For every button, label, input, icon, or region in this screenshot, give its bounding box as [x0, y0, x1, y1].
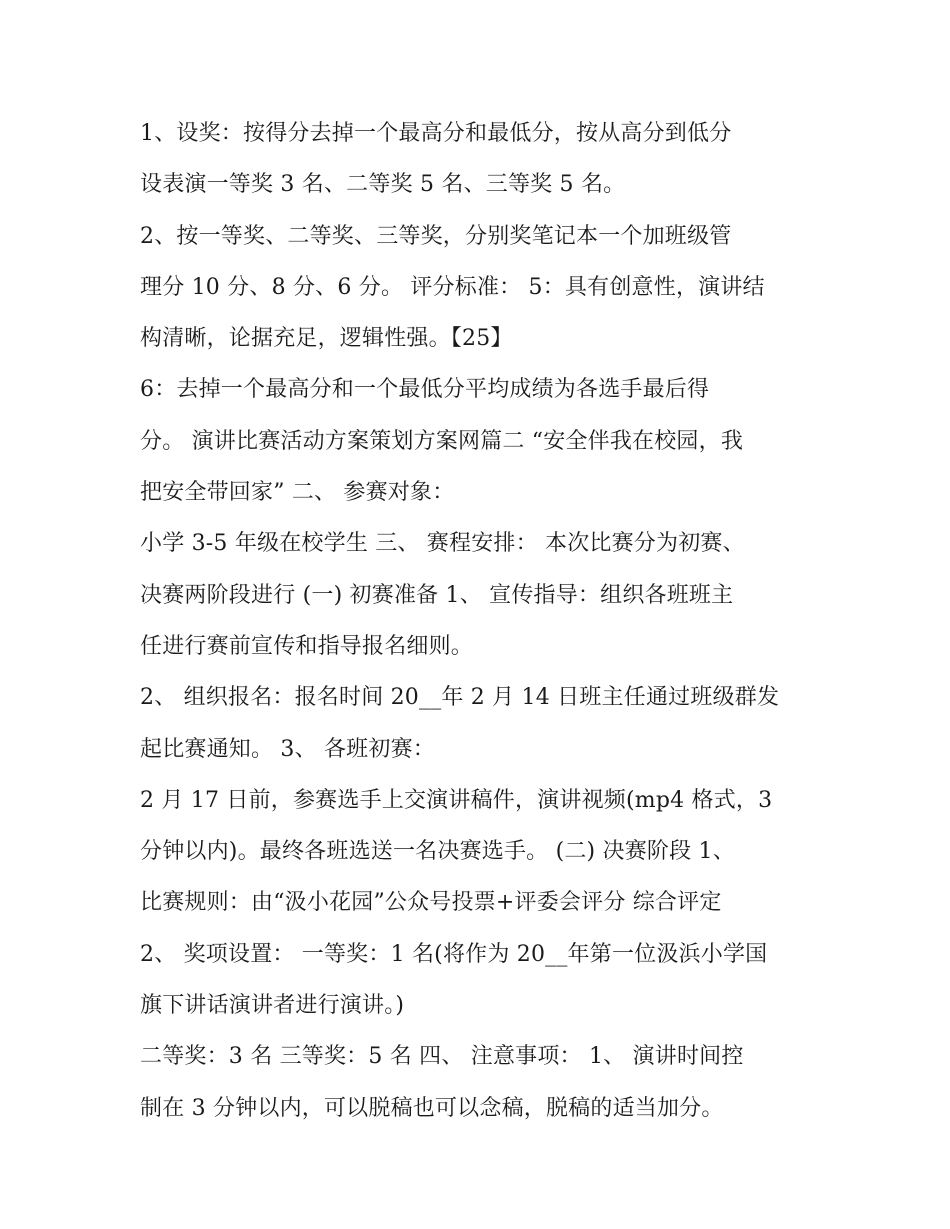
text-line-10: 决赛两阶段进行 (一) 初赛准备 1、 宣传指导：组织各班班主 [140, 582, 734, 608]
text-line-15: 分钟以内)。最终各班选送一名决赛选手。 (二) 决赛阶段 1、 [140, 839, 735, 865]
text-line-4: 理分 10 分、8 分、6 分。 评分标准： 5：具有创意性，演讲结 [140, 274, 765, 300]
text-line-20: 制在 3 分钟以内，可以脱稿也可以念稿，脱稿的适当加分。 [140, 1095, 724, 1121]
document-body [140, 108, 830, 1134]
text-line-2: 设表演一等奖 3 名、二等奖 5 名、三等奖 5 名。 [140, 172, 626, 198]
text-line-5: 构清晰，论据充足，逻辑性强。【25】 [140, 326, 513, 352]
text-line-14: 2 月 17 日前，参赛选手上交演讲稿件，演讲视频(mp4 格式，3 [140, 787, 773, 813]
text-line-9: 小学 3-5 年级在校学生 三、 赛程安排： 本次比赛分为初赛、 [140, 531, 745, 557]
text-line-19: 二等奖：3 名 三等奖：5 名 四、 注意事项： 1、 演讲时间控 [140, 1044, 744, 1070]
text-line-6: 6：去掉一个最高分和一个最低分平均成绩为各选手最后得 [140, 377, 710, 403]
text-line-18: 旗下讲话演讲者进行演讲。) [140, 993, 405, 1019]
text-line-3: 2、按一等奖、二等奖、三等奖，分别奖笔记本一个加班级管 [140, 223, 732, 249]
text-line-11: 任进行赛前宣传和指导报名细则。 [140, 633, 474, 659]
text-line-16: 比赛规则：由“汲小花园”公众号投票+评委会评分 综合评定 [140, 890, 722, 916]
text-line-17: 2、 奖项设置： 一等奖：1 名(将作为 20__年第一位汲浜小学国 [140, 941, 768, 967]
text-line-1: 1、设奖：按得分去掉一个最高分和最低分，按从高分到低分 [140, 121, 732, 146]
text-line-8: 把安全带回家” 二、 参赛对象： [140, 480, 455, 506]
text-line-13: 起比赛通知。 3、 各班初赛： [140, 736, 435, 762]
text-line-7: 分。 演讲比赛活动方案策划方案网篇二 “安全伴我在校园，我 [140, 428, 744, 454]
text-line-12: 2、 组织报名：报名时间 20__年 2 月 14 日班主任通过班级群发 [140, 685, 780, 711]
